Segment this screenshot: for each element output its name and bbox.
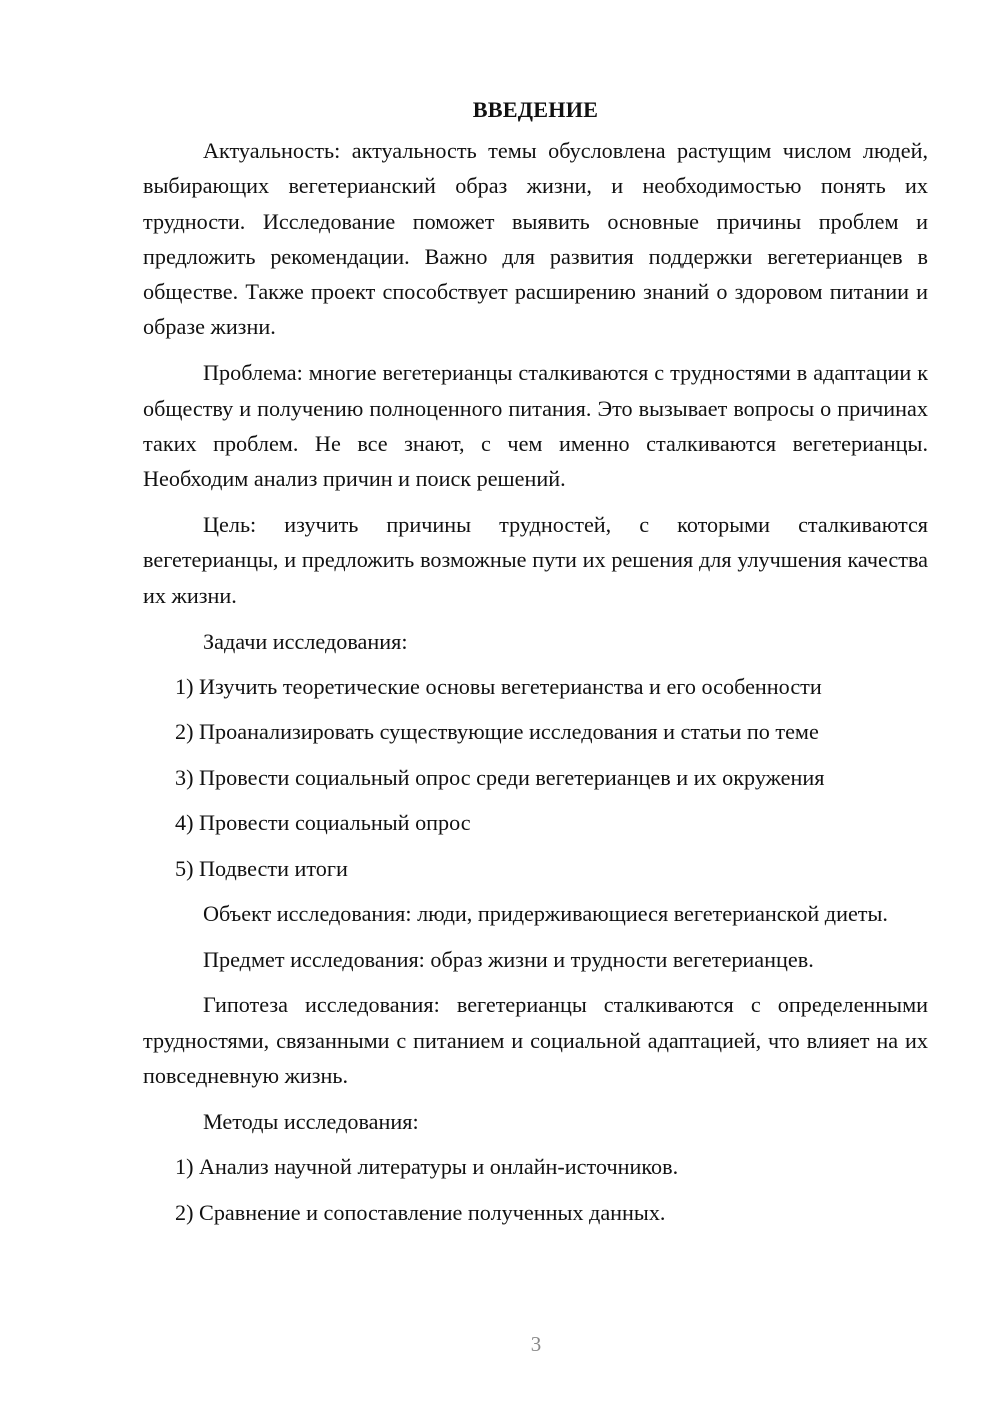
tasks-list bbox=[143, 669, 928, 886]
page-content bbox=[143, 92, 928, 1240]
section-heading: ВВЕДЕНИЕ bbox=[472, 97, 599, 122]
task-item: 4) Провести социальный опрос bbox=[175, 810, 471, 836]
task-item: 2) Проанализировать существующие исследования и статьи по теме bbox=[175, 719, 819, 745]
methods-list bbox=[143, 1149, 928, 1230]
subject-paragraph: Предмет исследования: образ жизни и трудности вегетерианцев. bbox=[203, 947, 814, 973]
task-item: 3) Провести социальный опрос среди вегетерианцев и их окружения bbox=[175, 764, 825, 790]
task-item: 5) Подвести итоги bbox=[175, 855, 348, 881]
method-item: 1) Анализ научной литературы и онлайн-источников. bbox=[175, 1154, 679, 1180]
method-item: 2) Сравнение и сопоставление полученных данных. bbox=[175, 1199, 666, 1225]
relevance-paragraph: Актуальность: актуальность темы обусловлена растущим числом людей, выбирающих вегетерианский образ жизни, и необходимостью понять их трудности. Исследование поможет выявить основные причины проблем и предложить рекомендации. Важно для развития поддержки вегетерианцев в обществе. Также проект способствует расширению знаний о здоровом питании и образе жизни. bbox=[143, 138, 928, 340]
page-number: 3 bbox=[530, 1332, 542, 1356]
object-paragraph: Объект исследования: люди, придерживающиеся вегетерианской диеты. bbox=[203, 901, 888, 926]
task-item: 1) Изучить теоретические основы вегетерианства и его особенности bbox=[175, 674, 822, 700]
tasks-title: Задачи исследования: bbox=[203, 628, 408, 654]
goal-paragraph: Цель: изучить причины трудностей, с которыми сталкиваются вегетерианцы, и предложить возможные пути их решения для улучшения качества их жизни. bbox=[143, 512, 928, 608]
problem-paragraph: Проблема: многие вегетерианцы сталкиваются с трудностями в адаптации к обществу и получению полноценного питания. Это вызывает вопросы о причинах таких проблем. Не все знают, с чем именно сталкиваются вегетерианцы. Необходим анализ причин и поиск решений. bbox=[143, 360, 928, 492]
methods-title: Методы исследования: bbox=[203, 1109, 419, 1135]
hypothesis-paragraph: Гипотеза исследования: вегетерианцы сталкиваются с определенными трудностями, связанными с питанием и социальной адаптацией, что влияет на их повседневную жизнь. bbox=[143, 992, 928, 1088]
